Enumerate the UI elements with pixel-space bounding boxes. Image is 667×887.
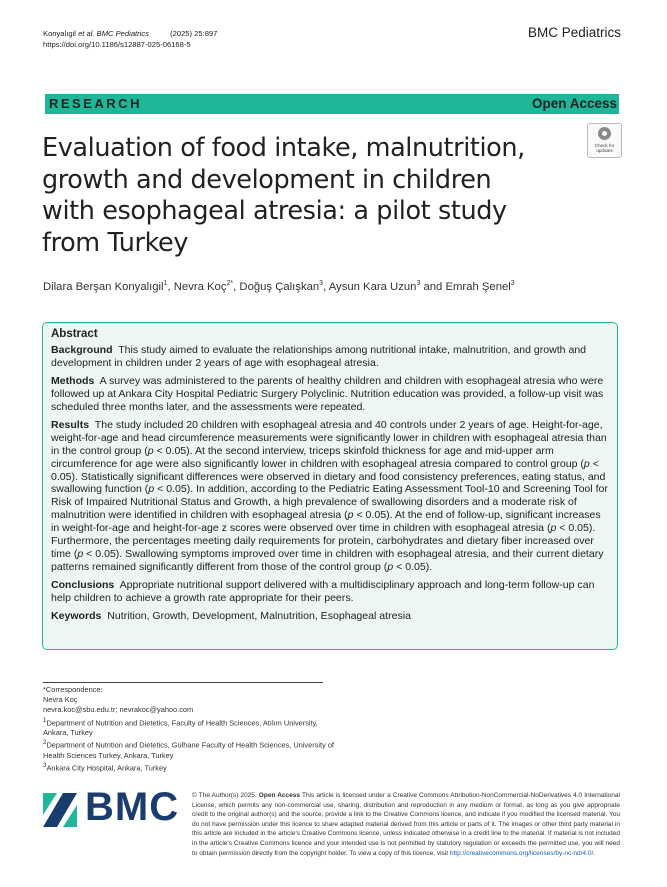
results-label: Results	[51, 418, 90, 431]
abstract-background	[51, 344, 609, 370]
conclusions-text: Appropriate nutritional support delivered with a multidisciplinary approach and long-term follow-up can help children to achieve a growth rate appropriate for their peers.	[51, 579, 595, 605]
author-sep: ,	[233, 280, 240, 293]
author-sup: 2*	[226, 280, 234, 287]
correspondence-name: Nevra Koç	[43, 695, 78, 705]
title-line: with esophageal atresia: a pilot study	[42, 196, 507, 226]
license-text: © The Author(s) 2025. Open Access This article is licensed under a Creative Commons Attribution-NonCommercial-NoDerivatives 4.0 International License, which permits any non-commercial use, sharing, distribution and reproduction in any medium or format, as long as you give appropriate credit to the original author(s) and the source, provide a link to the Creative Commons licence, and indicate if you modified the licensed material. You do not have permission under this licence to share adapted material derived from this article or parts of it. The images or other third party material in this article are included in the article's Creative Commons licence, unless indicated otherwise in a credit line to the material. If material is not included in the article's Creative Commons licence and your intended use is not permitted by statutory regulation or exceeds the permitted use, you will need to obtain permission directly from the copyright holder. To view a copy of this licence, visit http://creativecommons.org/licenses/by-nc-nd/4.0/.	[192, 792, 620, 857]
open-access-label: Open Access	[531, 96, 617, 111]
section-label: RESEARCH	[49, 96, 142, 111]
title-line: Evaluation of food intake, malnutrition,	[42, 133, 525, 163]
author-name: Doğuş Çalışkan	[239, 280, 320, 293]
author-sep: ,	[167, 280, 174, 293]
bmc-logo-icon	[43, 793, 77, 827]
author-and: and	[420, 280, 446, 293]
correspondence-email[interactable]: nevra.koc@sbu.edu.tr; nevrakoc@yahoo.com	[43, 705, 194, 715]
check-for-updates-badge[interactable]	[587, 123, 622, 158]
article-title	[42, 133, 582, 259]
journal-name: BMC Pediatrics	[527, 25, 621, 40]
background-label: Background	[51, 343, 113, 356]
license-copyright: © The Author(s) 2025.	[192, 792, 257, 799]
affiliation-2: $^2$Department of Nutrition and Dietetics, Gülhane Faculty of Health Sciences, University of Health Sciences Turkey, Ankara, Turkey	[43, 739, 334, 761]
abstract-heading: Abstract	[51, 328, 98, 340]
footnotes	[43, 685, 343, 774]
keywords-label: Keywords	[51, 610, 102, 623]
author-sep: ,	[323, 280, 329, 293]
author-sup: 3	[416, 280, 421, 287]
license-body: This article is licensed under a Creative Commons Attribution-NonCommercial-NoDerivatives 4.0 International License, which permits any non-commercial use, sharing, distribution and reproduction in any medium or format, as long as you give appropriate credit to the original author(s) and the source, provide a link to the Creative Commons licence, and indicate if you modified the licensed material. You do not have permission under this licence to share adapted material derived from this article or parts of it. The images or other third party material in this article are included in the article's Creative Commons licence, unless indicated otherwise in a credit line to the material. If material is not included in the article's Creative Commons licence and your intended use is not permitted by statutory regulation or exceeds the permitted use, you will need to obtain permission directly from the copyright holder. To view a copy of this licence, visit	[192, 792, 620, 857]
citation-journal: et al. BMC Pediatrics	[78, 29, 149, 38]
badge-line2: updates	[596, 148, 613, 153]
license-link[interactable]: http://creativecommons.org/licenses/by-nc-nd/4.0/	[449, 849, 594, 857]
results-text: The study included 20 children with esophageal atresia and 40 controls under 2 years of age. Height-for-age, weight-for-age and head circumference measurements were significantly lower in children with esophageal atresia than in the control group (p < 0.05). At the second interview, triceps skinfold thickness for age and mid-upper arm circumference for age were also significantly lower in children with esophageal atresia compared to control group (p < 0.05). Statistically significant differences were observed in dietary and food consistency preferences, eating status, and swallowing function (p < 0.05). In addition, according to the Pediatric Eating Assessment Tool-10 and Screening Tool for Risk of Impaired Nutritional Status and Growth, a high prevalence of swallowing disorders and a moderate risk of malnutrition were identified in children with esophageal atresia (p < 0.05). At the end of follow-up, significant increases in weight-for-age and height-for-age z scores were observed over time in children with esophageal atresia (p < 0.05). Furthermore, the percentages meeting daily requirements for protein, carbohydrates and dietary fiber increased over time (p < 0.05). Swallowing symptoms improved over time in children with esophageal atresia, and their current dietary patterns remained significantly different from those of the control group (p < 0.05).	[51, 418, 608, 574]
abstract-results	[51, 419, 609, 574]
correspondence-label: *Correspondence:	[43, 685, 103, 694]
author-name: Emrah Şenel	[445, 280, 511, 293]
citation-header	[43, 28, 217, 50]
keywords-text: Nutrition, Growth, Development, Malnutrition, Esophageal atresia	[107, 610, 411, 623]
section-banner	[45, 94, 619, 114]
methods-label: Methods	[51, 374, 95, 387]
badge-line1: Check for	[594, 143, 615, 148]
affiliation-3: $^3$Ankara City Hospital, Ankara, Turkey	[43, 762, 167, 773]
author-list	[43, 280, 515, 293]
author-sup: 3	[319, 280, 324, 287]
author-name: Nevra Koç	[173, 280, 227, 293]
methods-text: A survey was administered to the parents of healthy children and children with esophageal atresia who were followed up at Ankara City Hospital Pediatric Surgery Polyclinic. Nutrition education was provided, a follow-up visit was scheduled three months later, and the assessments were repeated.	[51, 374, 604, 413]
bmc-logo-text: BMC	[85, 785, 180, 829]
background-text: This study aimed to evaluate the relationships among nutritional intake, malnutrition, and growth and development in children under 2 years of age with esophageal atresia.	[51, 343, 587, 369]
footnote-divider	[43, 682, 323, 683]
author-sup: 1	[163, 280, 168, 287]
affiliation-1: $^1$Department of Nutrition and Dietetics, Faculty of Health Sciences, Atılım University, Ankara, Turkey	[43, 716, 318, 738]
author-name: Dilara Berşan Konyalıgil	[43, 280, 164, 293]
license-oa: Open Access	[258, 792, 301, 799]
title-line: growth and development in children	[42, 164, 492, 195]
doi-link[interactable]: https://doi.org/10.1186/s12887-025-06168-5	[43, 40, 191, 49]
citation-author: Konyalıgil	[43, 29, 76, 38]
title-line: from Turkey	[42, 227, 189, 258]
author-name: Aysun Kara Uzun	[328, 280, 417, 293]
abstract-box	[42, 322, 618, 650]
check-updates-icon	[598, 127, 611, 140]
citation-year: (2025) 25:897	[170, 29, 218, 38]
abstract-methods	[51, 375, 609, 414]
author-sup: 3	[510, 280, 515, 287]
abstract-conclusions	[51, 579, 609, 605]
conclusions-label: Conclusions	[51, 579, 115, 592]
abstract-keywords	[51, 610, 609, 623]
